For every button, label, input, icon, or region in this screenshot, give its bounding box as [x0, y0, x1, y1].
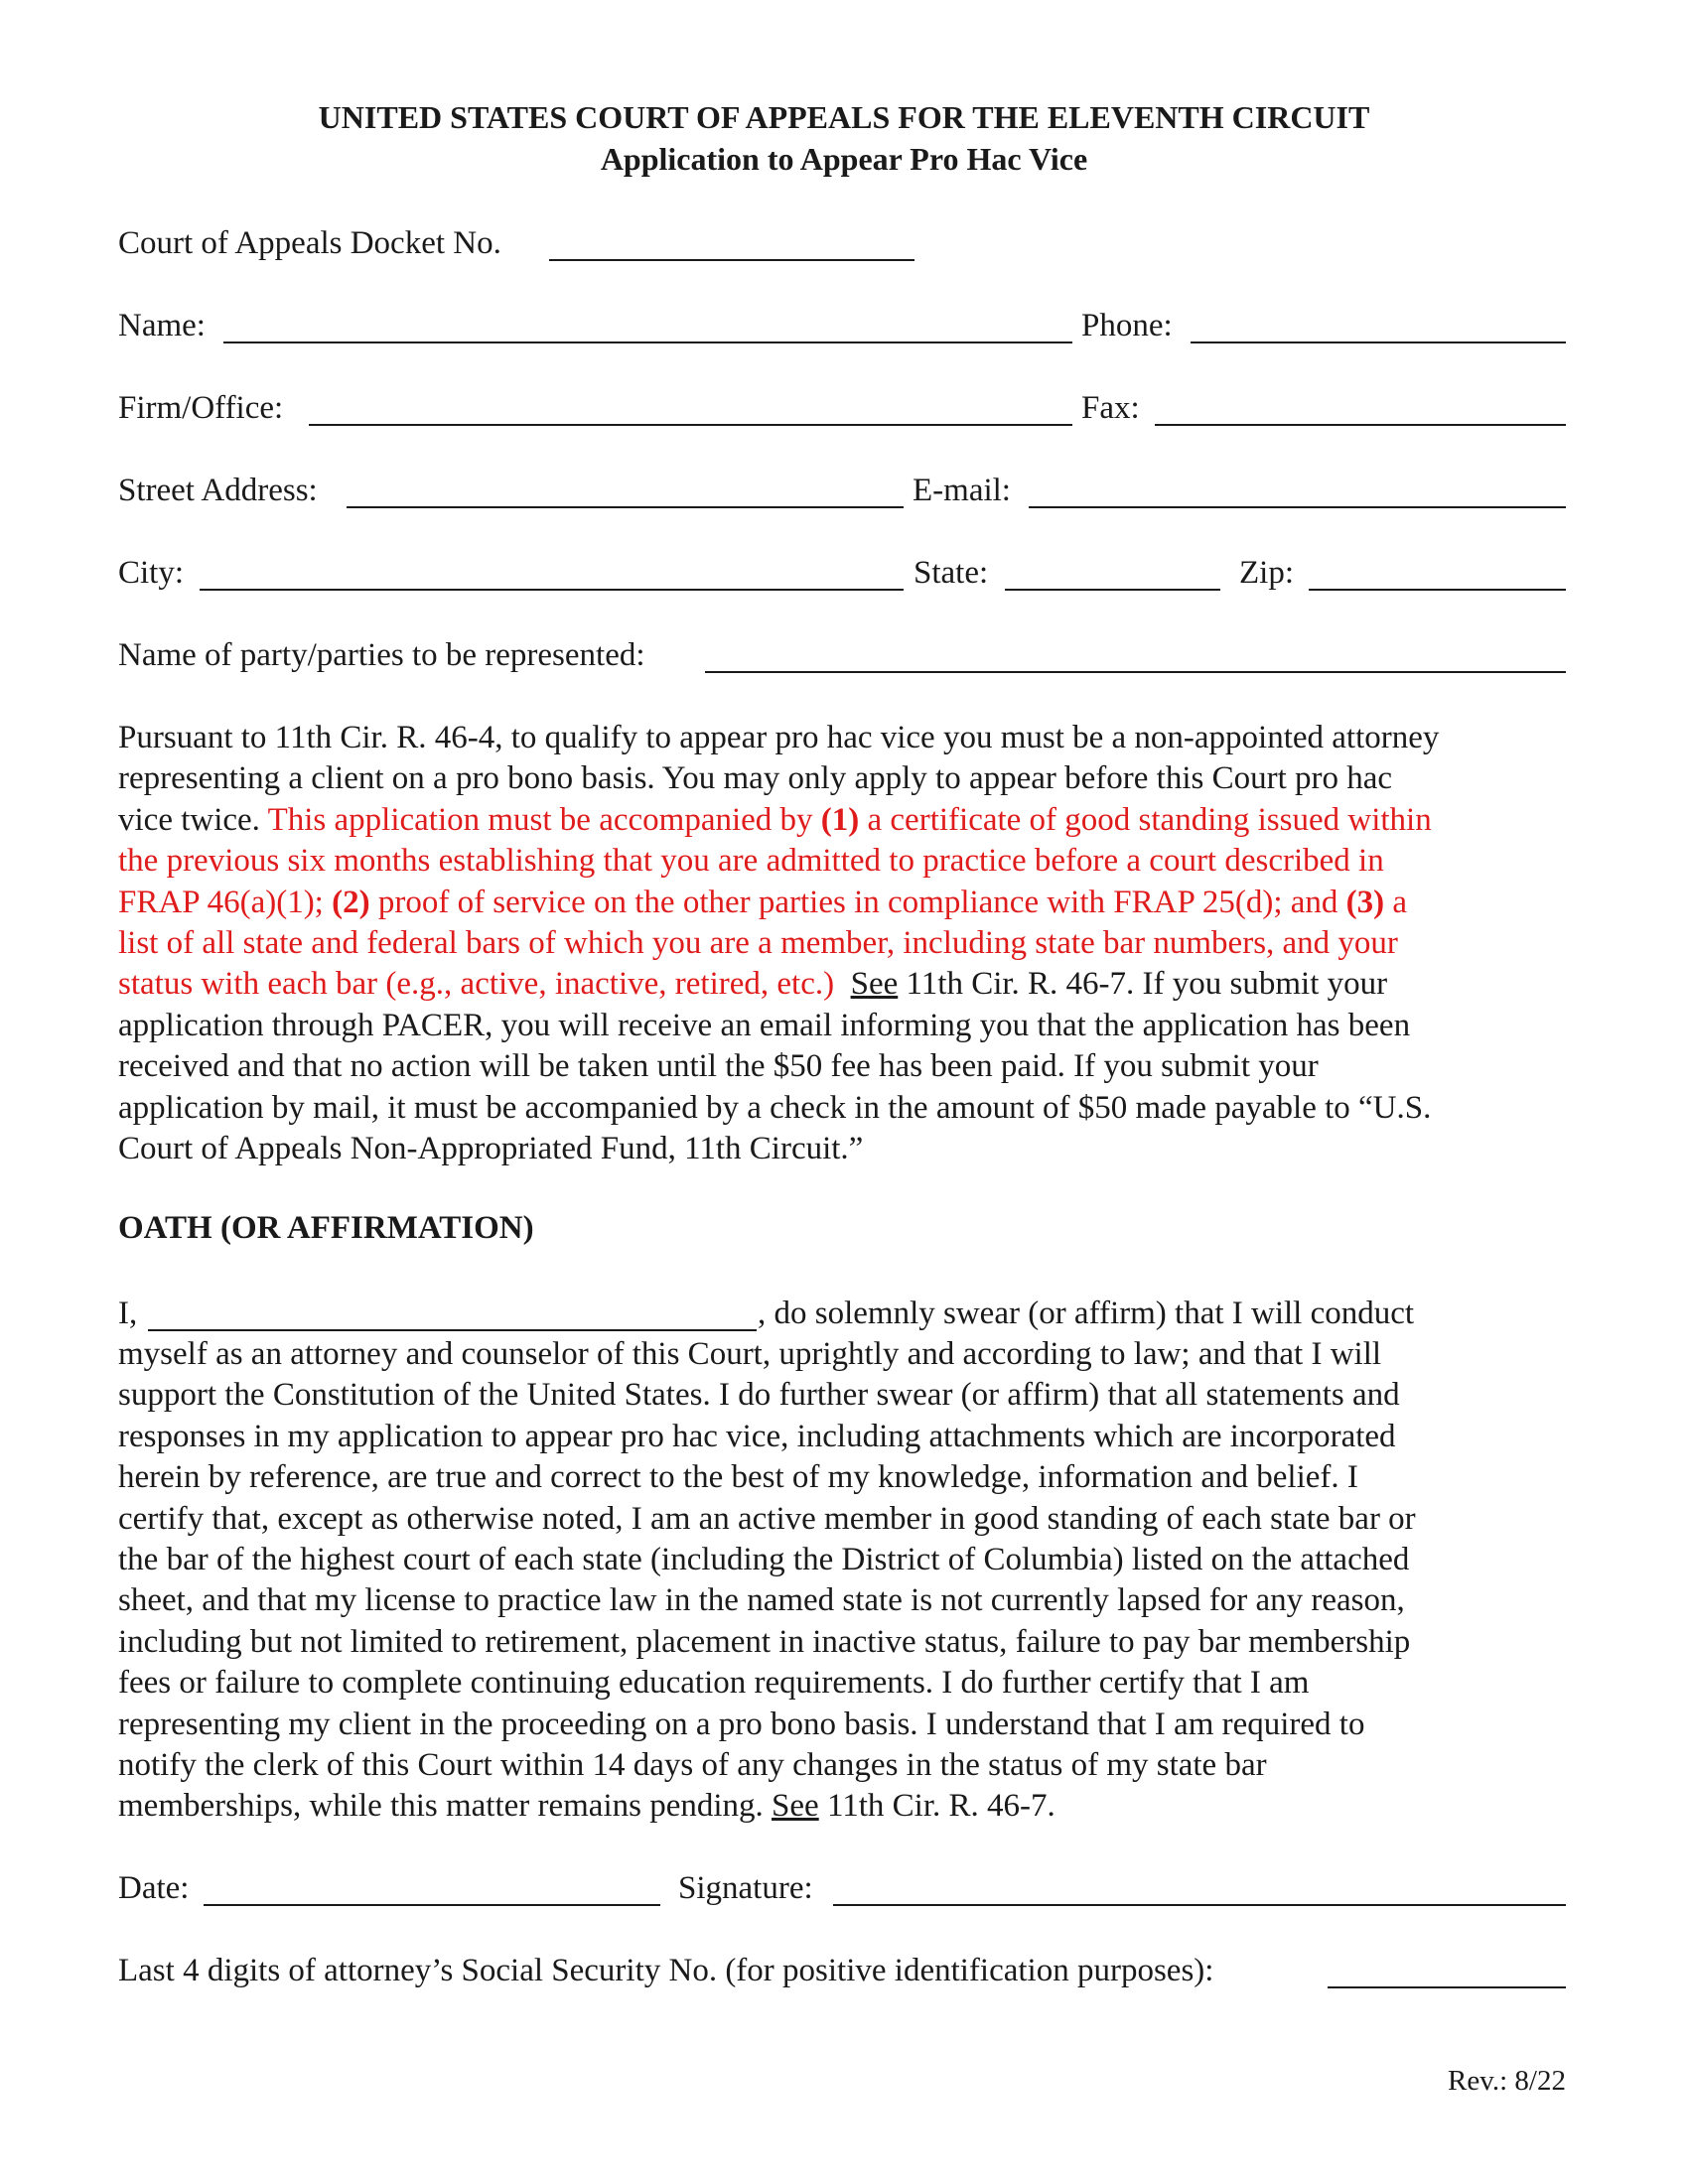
name-label: Name:	[118, 308, 206, 343]
oath-name-field[interactable]	[148, 1329, 757, 1331]
instructions-line	[118, 964, 1568, 1005]
requirement-text: This application must be accompanied by	[267, 801, 821, 838]
name-field[interactable]	[223, 341, 1072, 343]
city-field[interactable]	[200, 589, 904, 591]
oath-line: support the Constitution of the United States. I do further swear (or affirm) that all statements and	[118, 1377, 1400, 1414]
requirement-number: (2)	[332, 884, 370, 920]
oath-line: fees or failure to complete continuing education requirements. I do further certify that I am	[118, 1665, 1310, 1702]
see-reference: See	[850, 966, 899, 1003]
signature-field[interactable]	[833, 1904, 1566, 1906]
zip-field[interactable]	[1309, 589, 1566, 591]
party-field[interactable]	[705, 671, 1566, 673]
instructions-line: representing a client on a pro bono basis. You may only apply to appear before this Court pro hac	[118, 760, 1393, 797]
oath-line	[118, 1786, 1568, 1827]
instructions-text: vice twice.	[118, 801, 268, 838]
court-title: UNITED STATES COURT OF APPEALS FOR THE ELEVENTH CIRCUIT	[318, 99, 1370, 135]
oath-text: memberships, while this matter remains pending.	[118, 1788, 773, 1825]
oath-i-label: I,	[118, 1296, 138, 1331]
requirement-number: (3)	[1345, 884, 1385, 920]
docket-label: Court of Appeals Docket No.	[118, 225, 501, 261]
instructions-line: application by mail, it must be accompanied by a check in the amount of $50 made payable to “U.S.	[118, 1089, 1432, 1126]
revision-label: Rev.: 8/22	[1448, 2065, 1566, 2097]
email-field[interactable]	[1029, 506, 1566, 508]
date-field[interactable]	[204, 1904, 660, 1906]
oath-paragraph	[118, 1334, 1568, 1828]
fax-field[interactable]	[1155, 424, 1566, 426]
oath-line: certify that, except as otherwise noted, I am an active member in good standing of each state bar or	[118, 1500, 1416, 1537]
requirement-text: a	[1384, 884, 1408, 920]
street-field[interactable]	[347, 506, 904, 508]
zip-label: Zip:	[1239, 555, 1294, 591]
oath-text: 11th Cir. R. 46-7.	[818, 1788, 1055, 1825]
instructions-line: received and that no action will be taken until the $50 fee has been paid. If you submit your	[118, 1048, 1319, 1085]
see-reference: See	[772, 1788, 819, 1825]
instructions-text: 11th Cir. R. 46-7. If you submit your	[898, 966, 1388, 1003]
oath-heading: OATH (OR AFFIRMATION)	[118, 1210, 534, 1246]
date-label: Date:	[118, 1870, 190, 1906]
email-label: E-mail:	[913, 473, 1011, 508]
ssn-label: Last 4 digits of attorney’s Social Security No. (for positive identification purposes):	[118, 1953, 1214, 1988]
oath-line: , do solemnly swear (or affirm) that I will conduct	[758, 1296, 1415, 1331]
oath-line: herein by reference, are true and correct to the best of my knowledge, information and belief. I	[118, 1459, 1358, 1496]
instructions-line: application through PACER, you will receive an email informing you that the application has been	[118, 1007, 1411, 1043]
oath-line: myself as an attorney and counselor of this Court, uprightly and according to law; and that I will	[118, 1336, 1382, 1372]
instructions-line: Pursuant to 11th Cir. R. 46-4, to qualify to appear pro hac vice you must be a non-appointed attorney	[118, 720, 1440, 755]
state-field[interactable]	[1005, 589, 1220, 591]
requirement-text: status with each bar (e.g., active, inactive, retired, etc.)	[118, 966, 835, 1003]
instructions-paragraph	[118, 718, 1568, 1169]
form-title: Application to Appear Pro Hac Vice	[600, 141, 1088, 177]
street-label: Street Address:	[118, 473, 318, 508]
oath-line: notify the clerk of this Court within 14 days of any changes in the status of my state bar	[118, 1747, 1267, 1784]
instructions-line: Court of Appeals Non-Appropriated Fund, 11th Circuit.”	[118, 1131, 864, 1167]
oath-line: including but not limited to retirement, placement in inactive status, failure to pay bar membership	[118, 1623, 1411, 1660]
requirement-line	[118, 883, 1568, 923]
oath-line: responses in my application to appear pro hac vice, including attachments which are incorporated	[118, 1418, 1396, 1454]
oath-line: sheet, and that my license to practice law in the named state is not currently lapsed for any reason,	[118, 1582, 1405, 1619]
city-label: City:	[118, 555, 185, 591]
requirement-number: (1)	[820, 801, 860, 838]
firm-label: Firm/Office:	[118, 390, 284, 426]
firm-field[interactable]	[309, 424, 1072, 426]
state-label: State:	[914, 555, 989, 591]
phone-label: Phone:	[1081, 308, 1173, 343]
instructions-line	[118, 800, 1568, 841]
requirement-line: the previous six months establishing that you are admitted to practice before a court described in	[118, 843, 1384, 880]
oath-line: the bar of the highest court of each state (including the District of Columbia) listed on the attached	[118, 1542, 1410, 1578]
requirement-text: proof of service on the other parties in compliance with FRAP 25(d); and	[369, 884, 1346, 920]
requirement-text: FRAP 46(a)(1);	[118, 884, 333, 920]
phone-field[interactable]	[1191, 341, 1566, 343]
docket-field[interactable]	[549, 259, 914, 261]
requirement-text: a certificate of good standing issued within	[859, 801, 1432, 838]
oath-line: representing my client in the proceeding on a pro bono basis. I understand that I am required to	[118, 1706, 1365, 1742]
requirement-line: list of all state and federal bars of which you are a member, including state bar numbers, and your	[118, 925, 1398, 962]
fax-label: Fax:	[1081, 390, 1140, 426]
party-label: Name of party/parties to be represented:	[118, 637, 645, 673]
ssn-field[interactable]	[1328, 1986, 1566, 1988]
signature-label: Signature:	[678, 1870, 813, 1906]
